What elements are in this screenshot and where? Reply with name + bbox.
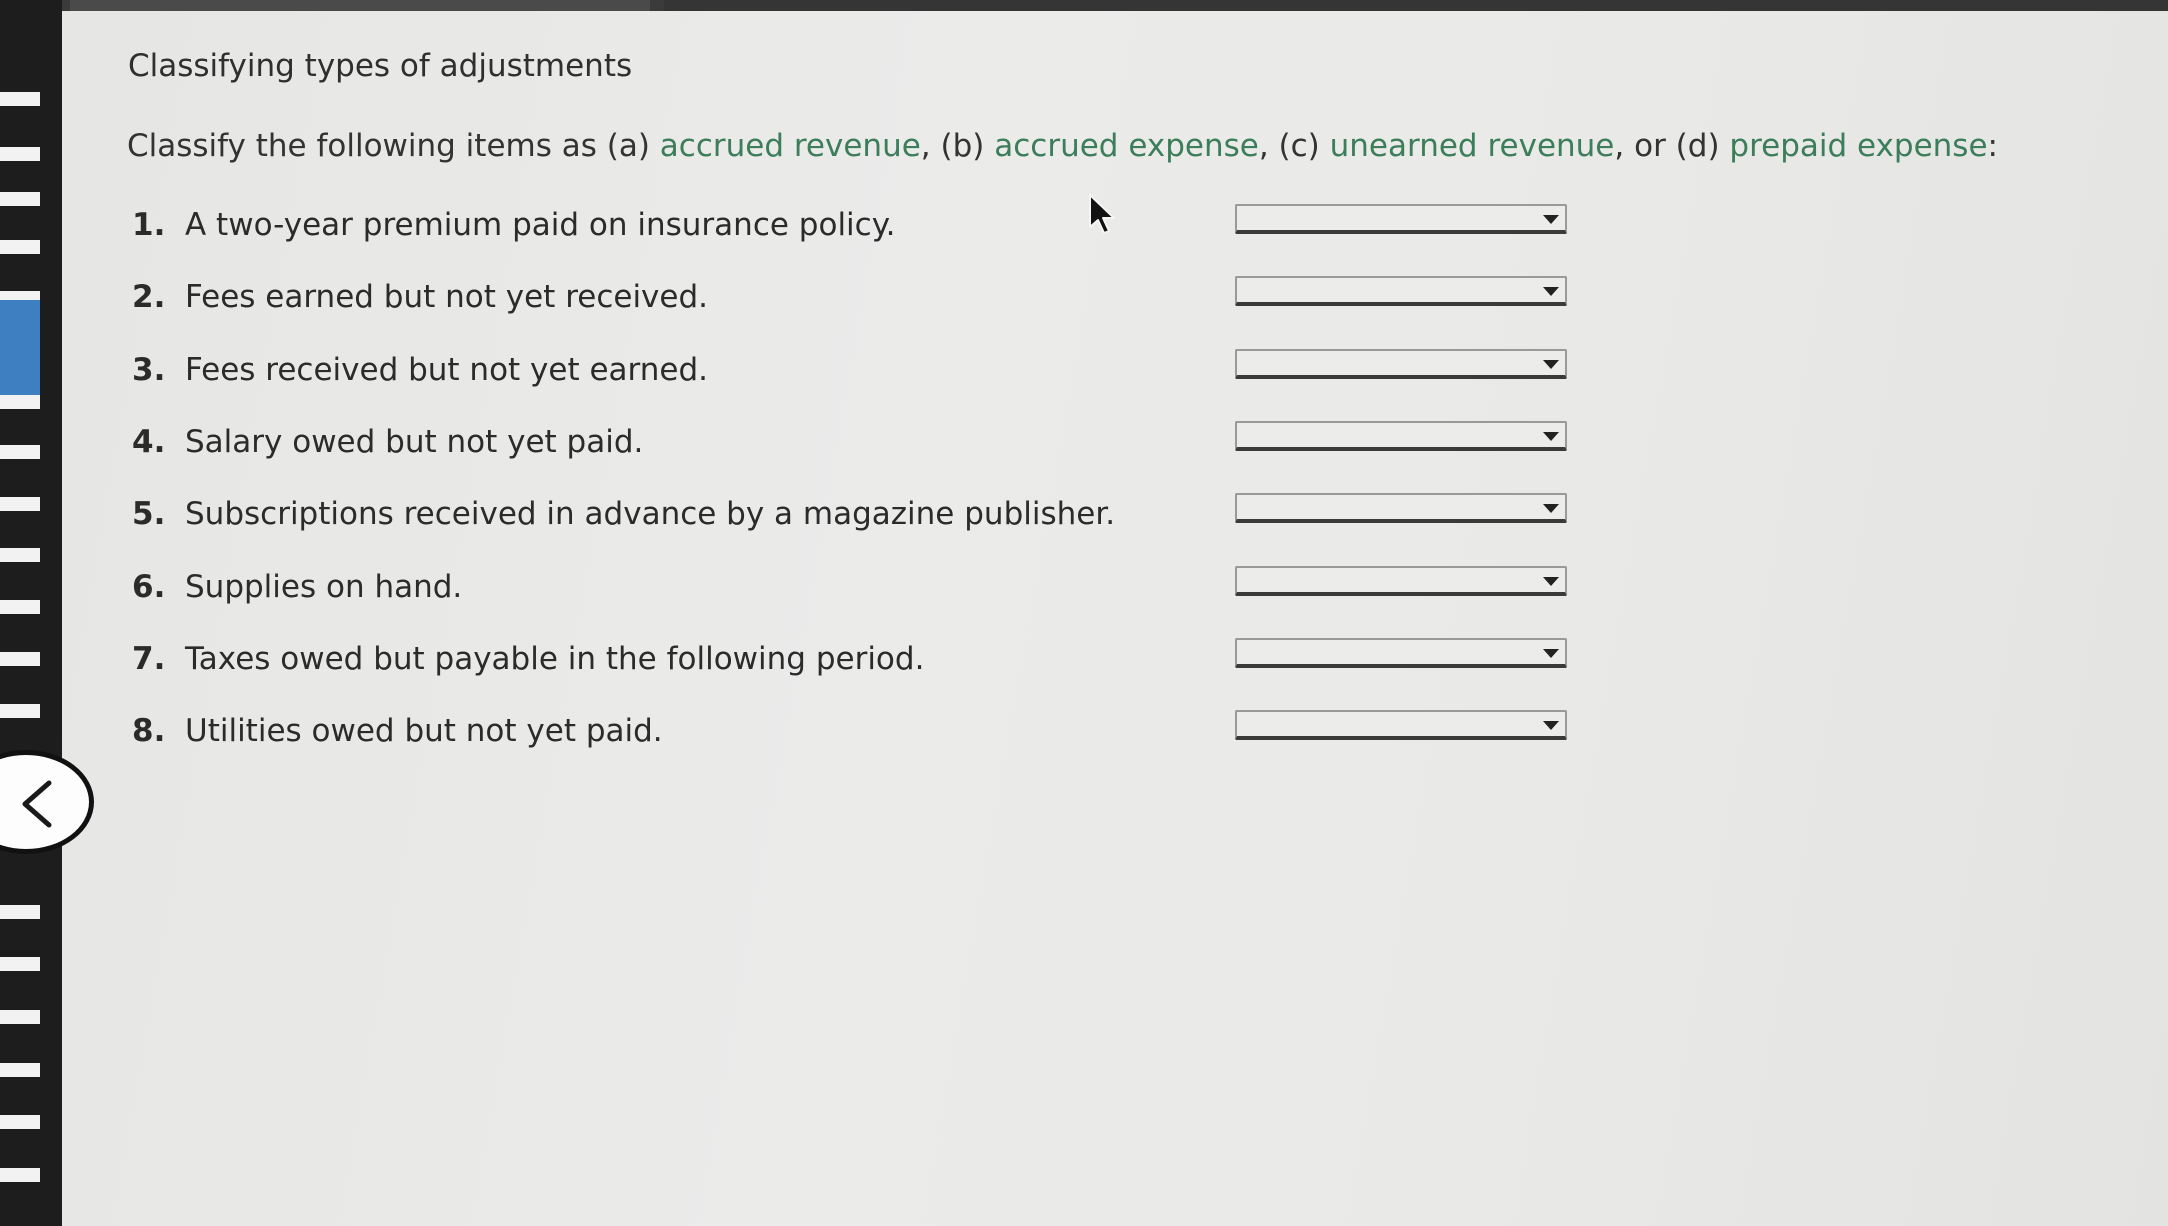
list-item [132,279,708,315]
item-number: 1. [132,207,166,243]
item-number: 7. [132,641,166,677]
item-text: Taxes owed but payable in the following period. [185,641,925,677]
caret-down-icon [1543,504,1559,513]
top-bar [0,0,2168,11]
list-item [132,424,643,460]
instructions-suffix: : [1987,128,1998,164]
term-prepaid-expense[interactable]: prepaid expense [1729,128,1988,164]
caret-down-icon [1543,649,1559,658]
item-text: Utilities owed but not yet paid. [185,713,663,749]
sidebar-marker [0,600,40,614]
list-item [132,207,896,243]
term-accrued-revenue[interactable]: accrued revenue [659,128,921,164]
instructions [127,128,1998,164]
sidebar-marker [0,240,40,254]
caret-down-icon [1543,432,1559,441]
item-text: Subscriptions received in advance by a magazine publisher. [185,496,1116,532]
top-bar-segment [664,0,2168,11]
sidebar-marker [0,1115,40,1129]
sidebar-marker [0,957,40,971]
option-c-marker: (c) [1278,128,1330,164]
classification-dropdown[interactable] [1235,493,1567,523]
list-item [132,641,924,677]
classification-dropdown[interactable] [1235,276,1567,306]
sidebar-marker [0,1168,40,1182]
classification-dropdown[interactable] [1235,638,1567,668]
option-a-marker: (a) [606,128,660,164]
list-item [132,569,462,605]
item-text: Salary owed but not yet paid. [185,424,644,460]
caret-down-icon [1543,215,1559,224]
item-text: Fees earned but not yet received. [185,279,709,315]
item-number: 2. [132,279,166,315]
sidebar-marker [0,445,40,459]
item-number: 3. [132,352,166,388]
item-number: 6. [132,569,166,605]
classification-dropdown[interactable] [1235,421,1567,451]
classification-dropdown[interactable] [1235,204,1567,234]
list-item [132,352,708,388]
caret-down-icon [1543,360,1559,369]
item-text: Fees received but not yet earned. [185,352,709,388]
sidebar-marker [0,704,40,718]
instructions-prefix: Classify the following items as [127,128,607,164]
sidebar-marker [0,1010,40,1024]
term-accrued-expense[interactable]: accrued expense [994,128,1259,164]
sidebar-marker [0,652,40,666]
classification-dropdown[interactable] [1235,566,1567,596]
list-item [132,496,1115,532]
page-title: Classifying types of adjustments [128,48,633,84]
sidebar-marker [0,1063,40,1077]
sidebar-marker [0,92,40,106]
term-unearned-revenue[interactable]: unearned revenue [1329,128,1615,164]
sidebar-marker [0,905,40,919]
caret-down-icon [1543,721,1559,730]
sidebar-marker [0,395,40,409]
classification-dropdown[interactable] [1235,710,1567,740]
mouse-pointer-icon [1087,193,1117,241]
left-sidebar-strip [0,0,62,1226]
option-d-marker: (d) [1675,128,1730,164]
chevron-left-icon [17,779,57,829]
caret-down-icon [1543,577,1559,586]
instructions-separator: , or [1614,128,1676,164]
sidebar-active-item[interactable] [0,300,40,396]
option-b-marker: (b) [940,128,995,164]
item-number: 5. [132,496,166,532]
instructions-separator: , [1258,128,1279,164]
sidebar-marker [0,192,40,206]
item-text: Supplies on hand. [185,569,463,605]
instructions-separator: , [920,128,941,164]
item-text: A two-year premium paid on insurance policy. [185,207,896,243]
sidebar-marker [0,497,40,511]
sidebar-marker [0,548,40,562]
sidebar-marker [0,147,40,161]
classification-dropdown[interactable] [1235,349,1567,379]
item-number: 8. [132,713,166,749]
item-number: 4. [132,424,166,460]
caret-down-icon [1543,287,1559,296]
top-bar-segment [70,0,650,11]
list-item [132,713,663,749]
